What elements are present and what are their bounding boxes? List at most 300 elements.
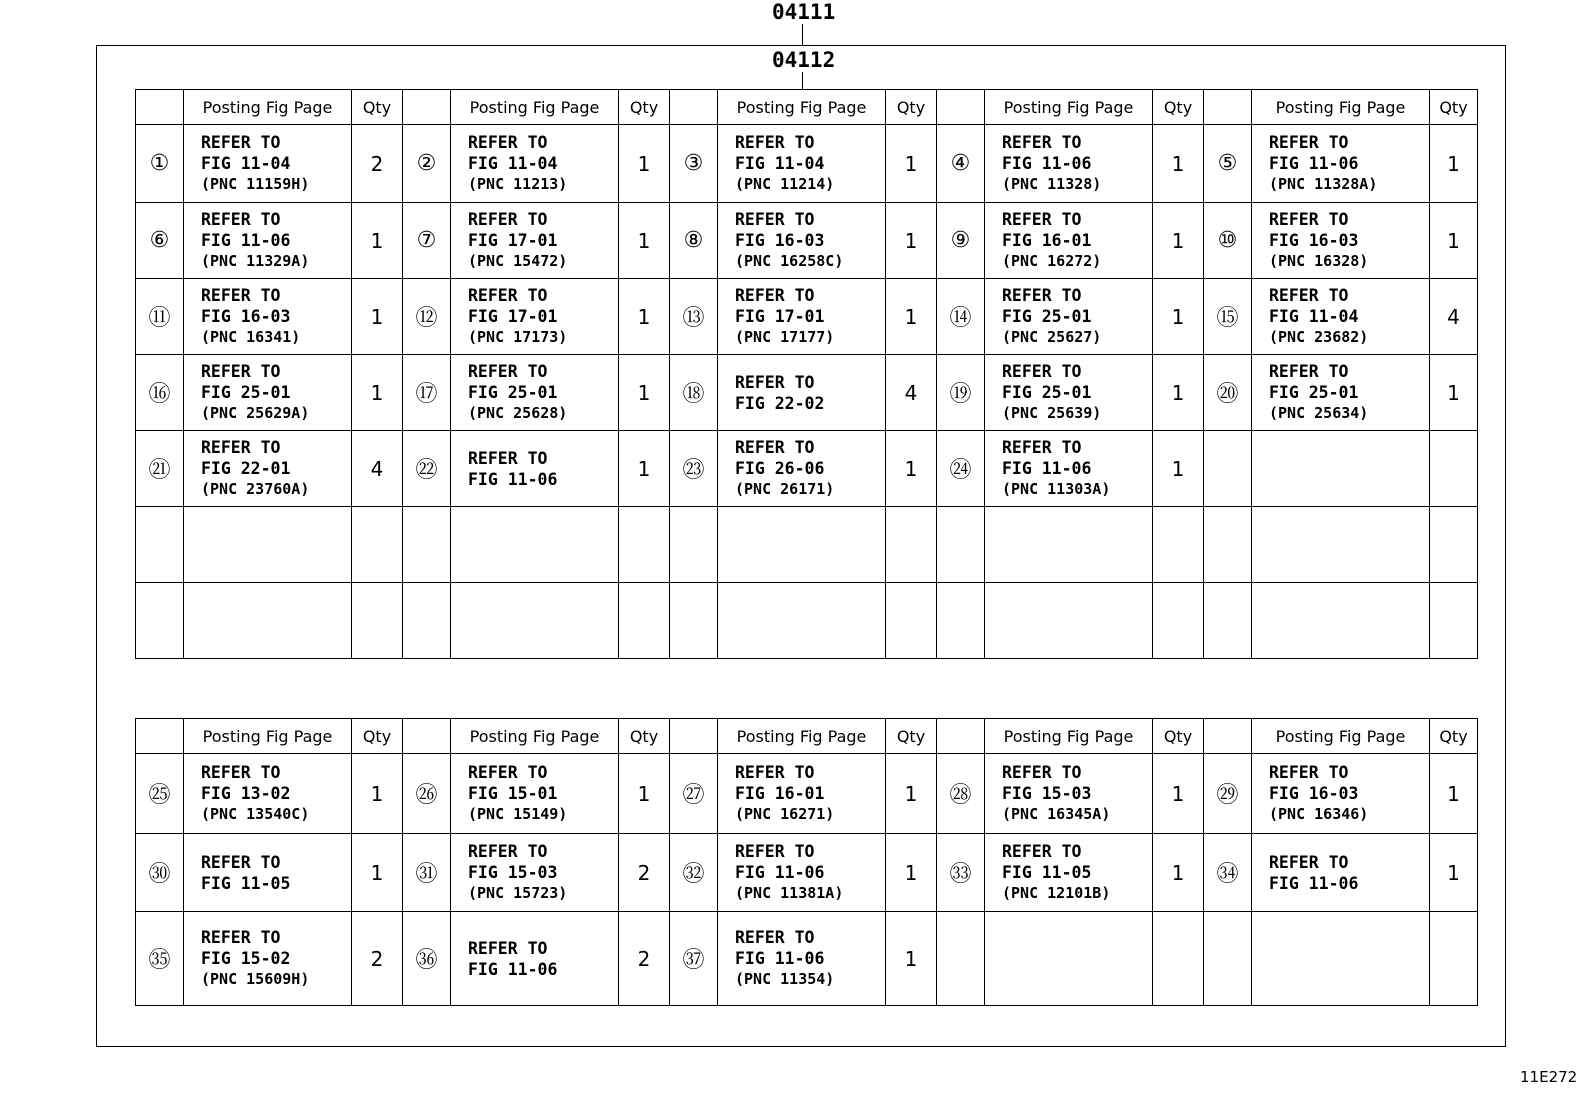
fig-reference: FIG 15-02 xyxy=(201,949,291,968)
quantity: 1 xyxy=(1171,304,1185,329)
quantity: 1 xyxy=(637,151,651,176)
item-number-cell xyxy=(670,431,718,507)
pnc-number: (PNC 16258C) xyxy=(735,252,844,270)
reference-cell xyxy=(1252,583,1430,659)
quantity: 1 xyxy=(904,456,918,481)
qty-cell xyxy=(1430,355,1478,431)
fig-reference: FIG 11-06 xyxy=(201,231,291,250)
reference-cell xyxy=(184,355,352,431)
item-number-cell xyxy=(1204,279,1252,355)
header-posting-fig-page: Posting Fig Page xyxy=(718,90,886,125)
table-row xyxy=(136,912,1478,1006)
item-number-cell xyxy=(937,355,985,431)
fig-reference: FIG 11-04 xyxy=(1269,307,1359,326)
quantity: 1 xyxy=(370,304,384,329)
refer-to-text: REFER TO xyxy=(735,372,815,392)
item-number: ⑧ xyxy=(683,228,704,253)
pnc-number: (PNC 16328) xyxy=(1269,252,1369,270)
pnc-number: (PNC 17177) xyxy=(735,328,835,346)
qty-cell xyxy=(352,355,403,431)
refer-to-text: REFER TO xyxy=(735,133,815,152)
pnc-number: (PNC 16272) xyxy=(1002,252,1102,270)
refer-to-text: REFER TO xyxy=(468,133,548,152)
refer-to-text: REFER TO xyxy=(201,210,281,229)
quantity: 1 xyxy=(904,151,918,176)
pnc-number: (PNC 25628) xyxy=(468,404,568,422)
item-number-cell xyxy=(937,431,985,507)
pnc-number: (PNC 11328A) xyxy=(1269,175,1378,193)
refer-to-text: REFER TO xyxy=(1002,362,1082,381)
header-posting-fig-page: Posting Fig Page xyxy=(1252,719,1430,754)
qty-cell xyxy=(886,279,937,355)
item-number: ㉘ xyxy=(949,783,972,808)
reference-cell xyxy=(1252,912,1430,1006)
header-qty: Qty xyxy=(1430,90,1478,125)
fig-reference: FIG 15-01 xyxy=(468,784,558,803)
reference-cell xyxy=(718,203,886,279)
quantity: 1 xyxy=(904,304,918,329)
pnc-number: (PNC 23760A) xyxy=(201,480,310,498)
item-number-cell xyxy=(1204,583,1252,659)
qty-cell xyxy=(352,279,403,355)
item-number: ㉞ xyxy=(1216,862,1239,887)
fig-reference: FIG 22-01 xyxy=(201,459,291,478)
quantity: 2 xyxy=(637,946,651,971)
quantity: 1 xyxy=(370,380,384,405)
fig-reference: FIG 17-01 xyxy=(735,307,825,326)
qty-cell xyxy=(886,355,937,431)
pnc-number: (PNC 25627) xyxy=(1002,328,1102,346)
reference-cell xyxy=(985,507,1153,583)
outer-leader-line xyxy=(802,24,803,45)
qty-cell xyxy=(352,834,403,912)
header-posting-fig-page: Posting Fig Page xyxy=(985,90,1153,125)
reference-cell xyxy=(985,203,1153,279)
pnc-number: (PNC 15149) xyxy=(468,805,568,823)
quantity: 1 xyxy=(1171,456,1185,481)
reference-cell xyxy=(1252,507,1430,583)
fig-reference: FIG 16-03 xyxy=(1269,784,1359,803)
item-number-cell xyxy=(403,583,451,659)
qty-cell xyxy=(352,203,403,279)
reference-cell xyxy=(184,834,352,912)
table-header-row xyxy=(136,90,1478,125)
fig-reference: FIG 11-05 xyxy=(201,873,291,893)
item-number: ② xyxy=(416,151,437,176)
qty-cell xyxy=(1430,507,1478,583)
reference-cell xyxy=(451,431,619,507)
qty-cell xyxy=(1430,203,1478,279)
fig-reference: FIG 25-01 xyxy=(201,383,291,402)
header-posting-fig-page: Posting Fig Page xyxy=(451,719,619,754)
quantity: 1 xyxy=(1171,380,1185,405)
reference-cell xyxy=(985,431,1153,507)
refer-to-text: REFER TO xyxy=(468,938,548,958)
quantity: 1 xyxy=(1447,380,1460,405)
item-number: ㉒ xyxy=(415,458,438,483)
refer-to-text: REFER TO xyxy=(468,448,548,468)
item-number: ㉝ xyxy=(949,862,972,887)
item-number: ④ xyxy=(950,151,971,176)
pnc-number: (PNC 26171) xyxy=(735,480,835,498)
refer-to-text: REFER TO xyxy=(1269,133,1349,152)
refer-to-text: REFER TO xyxy=(468,842,548,861)
reference-cell xyxy=(451,754,619,834)
item-number-cell xyxy=(136,355,184,431)
reference-cell xyxy=(985,834,1153,912)
item-number-cell xyxy=(136,583,184,659)
pnc-number: (PNC 11381A) xyxy=(735,884,844,902)
qty-cell xyxy=(352,754,403,834)
qty-cell xyxy=(886,203,937,279)
qty-cell xyxy=(1153,583,1204,659)
pnc-number: (PNC 25629A) xyxy=(201,404,310,422)
item-number: ㉓ xyxy=(682,458,705,483)
reference-cell xyxy=(985,754,1153,834)
item-number-cell xyxy=(670,507,718,583)
quantity: 1 xyxy=(370,860,384,885)
refer-to-text: REFER TO xyxy=(468,286,548,305)
item-number-cell xyxy=(136,203,184,279)
header-qty: Qty xyxy=(619,719,670,754)
table-row xyxy=(136,507,1478,583)
qty-cell xyxy=(1153,125,1204,203)
quantity: 2 xyxy=(370,151,384,176)
refer-to-text: REFER TO xyxy=(468,763,548,782)
item-number: ⑩ xyxy=(1217,228,1238,253)
quantity: 1 xyxy=(1171,781,1185,806)
quantity: 1 xyxy=(637,304,651,329)
fig-reference: FIG 17-01 xyxy=(468,231,558,250)
fig-reference: FIG 25-01 xyxy=(1269,383,1359,402)
item-number-cell xyxy=(937,279,985,355)
item-number-cell xyxy=(403,431,451,507)
qty-cell xyxy=(1153,507,1204,583)
item-number: ⑳ xyxy=(1216,382,1239,407)
table-row xyxy=(136,583,1478,659)
quantity: 1 xyxy=(1171,228,1185,253)
pnc-number: (PNC 11354) xyxy=(735,970,835,988)
header-qty: Qty xyxy=(1430,719,1478,754)
qty-cell xyxy=(619,355,670,431)
reference-cell xyxy=(184,279,352,355)
reference-cell xyxy=(1252,355,1430,431)
quantity: 1 xyxy=(637,781,651,806)
table-row xyxy=(136,279,1478,355)
item-number-cell xyxy=(670,583,718,659)
item-number-cell xyxy=(937,754,985,834)
refer-to-text: REFER TO xyxy=(201,286,281,305)
fig-reference: FIG 16-03 xyxy=(201,307,291,326)
refer-to-text: REFER TO xyxy=(1269,286,1349,305)
header-blank xyxy=(136,719,184,754)
item-number: ㉕ xyxy=(148,783,171,808)
table-row xyxy=(136,203,1478,279)
item-number-cell xyxy=(403,912,451,1006)
item-number: ⑱ xyxy=(682,382,705,407)
quantity: 1 xyxy=(637,456,651,481)
fig-reference: FIG 25-01 xyxy=(1002,383,1092,402)
fig-reference: FIG 11-06 xyxy=(1002,154,1092,173)
reference-cell xyxy=(451,125,619,203)
refer-to-text: REFER TO xyxy=(201,362,281,381)
table-body xyxy=(136,754,1478,1006)
qty-cell xyxy=(1153,355,1204,431)
reference-cell xyxy=(184,507,352,583)
item-number-cell xyxy=(670,834,718,912)
item-number: ㉜ xyxy=(682,862,705,887)
qty-cell xyxy=(352,583,403,659)
pnc-number: (PNC 25639) xyxy=(1002,404,1102,422)
fig-reference: FIG 11-05 xyxy=(1002,863,1092,882)
quantity: 1 xyxy=(904,228,918,253)
qty-cell xyxy=(1153,754,1204,834)
pnc-number: (PNC 25634) xyxy=(1269,404,1369,422)
qty-cell xyxy=(619,912,670,1006)
refer-to-text: REFER TO xyxy=(1002,133,1082,152)
item-number-cell xyxy=(136,754,184,834)
assembly-label-inner: 04112 xyxy=(772,48,836,72)
header-blank xyxy=(670,90,718,125)
item-number: ⑤ xyxy=(1217,151,1238,176)
quantity: 1 xyxy=(637,380,651,405)
qty-cell xyxy=(1430,912,1478,1006)
figure-code: 11E272 xyxy=(1520,1068,1578,1086)
item-number: ㉔ xyxy=(949,458,972,483)
quantity: 4 xyxy=(1447,304,1460,329)
header-blank xyxy=(670,719,718,754)
reference-cell xyxy=(1252,203,1430,279)
reference-cell xyxy=(985,583,1153,659)
fig-reference: FIG 11-06 xyxy=(1002,459,1092,478)
item-number-cell xyxy=(136,431,184,507)
item-number-cell xyxy=(670,912,718,1006)
reference-cell xyxy=(451,279,619,355)
header-posting-fig-page: Posting Fig Page xyxy=(985,719,1153,754)
fig-reference: FIG 11-06 xyxy=(1269,873,1359,893)
header-qty: Qty xyxy=(886,719,937,754)
pnc-number: (PNC 13540C) xyxy=(201,805,310,823)
refer-to-text: REFER TO xyxy=(468,210,548,229)
fig-reference: FIG 26-06 xyxy=(735,459,825,478)
assembly-label-outer: 04111 xyxy=(772,0,836,24)
reference-cell xyxy=(451,203,619,279)
item-number-cell xyxy=(670,754,718,834)
reference-cell xyxy=(985,355,1153,431)
pnc-number: (PNC 11159H) xyxy=(201,175,310,193)
header-posting-fig-page: Posting Fig Page xyxy=(184,719,352,754)
qty-cell xyxy=(886,507,937,583)
reference-cell xyxy=(718,355,886,431)
item-number-cell xyxy=(136,279,184,355)
qty-cell xyxy=(886,834,937,912)
reference-cell xyxy=(184,583,352,659)
reference-cell xyxy=(718,834,886,912)
reference-cell xyxy=(184,125,352,203)
fig-reference: FIG 11-06 xyxy=(468,959,558,979)
header-posting-fig-page: Posting Fig Page xyxy=(184,90,352,125)
pnc-number: (PNC 11213) xyxy=(468,175,568,193)
reference-cell xyxy=(451,834,619,912)
item-number-cell xyxy=(403,125,451,203)
qty-cell xyxy=(886,754,937,834)
quantity: 1 xyxy=(904,946,918,971)
quantity: 1 xyxy=(904,860,918,885)
refer-to-text: REFER TO xyxy=(1002,210,1082,229)
pnc-number: (PNC 11303A) xyxy=(1002,480,1111,498)
refer-to-text: REFER TO xyxy=(735,438,815,457)
reference-cell xyxy=(718,912,886,1006)
fig-reference: FIG 16-03 xyxy=(1269,231,1359,250)
quantity: 1 xyxy=(1171,151,1185,176)
reference-cell xyxy=(985,125,1153,203)
reference-cell xyxy=(184,912,352,1006)
pnc-number: (PNC 16341) xyxy=(201,328,301,346)
fig-reference: FIG 25-01 xyxy=(468,383,558,402)
pnc-number: (PNC 15723) xyxy=(468,884,568,902)
qty-cell xyxy=(1153,834,1204,912)
quantity: 1 xyxy=(637,228,651,253)
fig-reference: FIG 13-02 xyxy=(201,784,291,803)
refer-to-text: REFER TO xyxy=(735,286,815,305)
header-posting-fig-page: Posting Fig Page xyxy=(451,90,619,125)
quantity: 1 xyxy=(370,781,384,806)
reference-cell xyxy=(451,507,619,583)
reference-cell xyxy=(718,583,886,659)
qty-cell xyxy=(352,912,403,1006)
item-number-cell xyxy=(136,912,184,1006)
qty-cell xyxy=(1430,834,1478,912)
fig-reference: FIG 16-01 xyxy=(735,784,825,803)
reference-cell xyxy=(985,279,1153,355)
fig-reference: FIG 11-04 xyxy=(735,154,825,173)
qty-cell xyxy=(886,125,937,203)
reference-cell xyxy=(451,355,619,431)
quantity: 1 xyxy=(1447,228,1460,253)
refer-to-text: REFER TO xyxy=(1269,210,1349,229)
refer-to-text: REFER TO xyxy=(735,928,815,947)
refer-to-text: REFER TO xyxy=(201,763,281,782)
item-number-cell xyxy=(1204,912,1252,1006)
quantity: 2 xyxy=(370,946,384,971)
item-number-cell xyxy=(403,507,451,583)
header-blank xyxy=(937,719,985,754)
item-number: ⑯ xyxy=(148,382,171,407)
fig-reference: FIG 17-01 xyxy=(468,307,558,326)
quantity: 4 xyxy=(904,380,918,405)
item-number: ③ xyxy=(683,151,704,176)
item-number: ① xyxy=(149,151,170,176)
item-number-cell xyxy=(1204,507,1252,583)
header-blank xyxy=(937,90,985,125)
reference-cell xyxy=(718,431,886,507)
qty-cell xyxy=(1430,754,1478,834)
reference-cell xyxy=(718,754,886,834)
refer-to-text: REFER TO xyxy=(1002,286,1082,305)
refer-to-text: REFER TO xyxy=(1269,852,1349,872)
item-number-cell xyxy=(403,834,451,912)
header-qty: Qty xyxy=(352,90,403,125)
fig-reference: FIG 11-06 xyxy=(1269,154,1359,173)
header-qty: Qty xyxy=(352,719,403,754)
reference-cell xyxy=(1252,431,1430,507)
item-number: ⑰ xyxy=(415,382,438,407)
item-number-cell xyxy=(1204,203,1252,279)
reference-cell xyxy=(718,279,886,355)
reference-cell xyxy=(1252,834,1430,912)
qty-cell xyxy=(886,431,937,507)
reference-cell xyxy=(1252,754,1430,834)
item-number: ㉙ xyxy=(1216,783,1239,808)
qty-cell xyxy=(1430,583,1478,659)
qty-cell xyxy=(1153,912,1204,1006)
item-number-cell xyxy=(670,203,718,279)
reference-cell xyxy=(718,125,886,203)
item-number-cell xyxy=(403,355,451,431)
qty-cell xyxy=(619,125,670,203)
reference-cell xyxy=(184,754,352,834)
qty-cell xyxy=(1153,279,1204,355)
qty-cell xyxy=(619,431,670,507)
header-blank xyxy=(403,719,451,754)
reference-cell xyxy=(451,912,619,1006)
reference-cell xyxy=(1252,279,1430,355)
header-posting-fig-page: Posting Fig Page xyxy=(1252,90,1430,125)
refer-to-text: REFER TO xyxy=(201,852,281,872)
item-number-cell xyxy=(403,279,451,355)
qty-cell xyxy=(619,583,670,659)
refer-to-text: REFER TO xyxy=(735,763,815,782)
reference-cell xyxy=(184,203,352,279)
item-number-cell xyxy=(937,125,985,203)
fig-reference: FIG 11-04 xyxy=(468,154,558,173)
quantity: 1 xyxy=(1171,860,1185,885)
fig-reference: FIG 16-01 xyxy=(1002,231,1092,250)
header-blank xyxy=(136,90,184,125)
fig-reference: FIG 11-04 xyxy=(201,154,291,173)
item-number: ㉗ xyxy=(682,783,705,808)
item-number-cell xyxy=(1204,355,1252,431)
item-number: ㉚ xyxy=(148,862,171,887)
table-row xyxy=(136,125,1478,203)
item-number: ⑨ xyxy=(950,228,971,253)
pnc-number: (PNC 15472) xyxy=(468,252,568,270)
header-blank xyxy=(403,90,451,125)
item-number: ㊲ xyxy=(682,948,705,973)
qty-cell xyxy=(352,125,403,203)
fig-reference: FIG 11-06 xyxy=(468,469,558,489)
header-blank xyxy=(1204,719,1252,754)
pnc-number: (PNC 16345A) xyxy=(1002,805,1111,823)
item-number-cell xyxy=(937,583,985,659)
qty-cell xyxy=(619,279,670,355)
item-number-cell xyxy=(136,834,184,912)
qty-cell xyxy=(1430,125,1478,203)
item-number: ⑪ xyxy=(148,306,171,331)
item-number: ⑥ xyxy=(149,228,170,253)
item-number: ⑦ xyxy=(416,228,437,253)
refer-to-text: REFER TO xyxy=(201,928,281,947)
item-number: ⑲ xyxy=(949,382,972,407)
reference-cell xyxy=(184,431,352,507)
item-number-cell xyxy=(1204,834,1252,912)
item-number-cell xyxy=(403,203,451,279)
item-number-cell xyxy=(937,834,985,912)
pnc-number: (PNC 17173) xyxy=(468,328,568,346)
table-row xyxy=(136,355,1478,431)
fig-reference: FIG 22-02 xyxy=(735,393,825,413)
header-posting-fig-page: Posting Fig Page xyxy=(718,719,886,754)
